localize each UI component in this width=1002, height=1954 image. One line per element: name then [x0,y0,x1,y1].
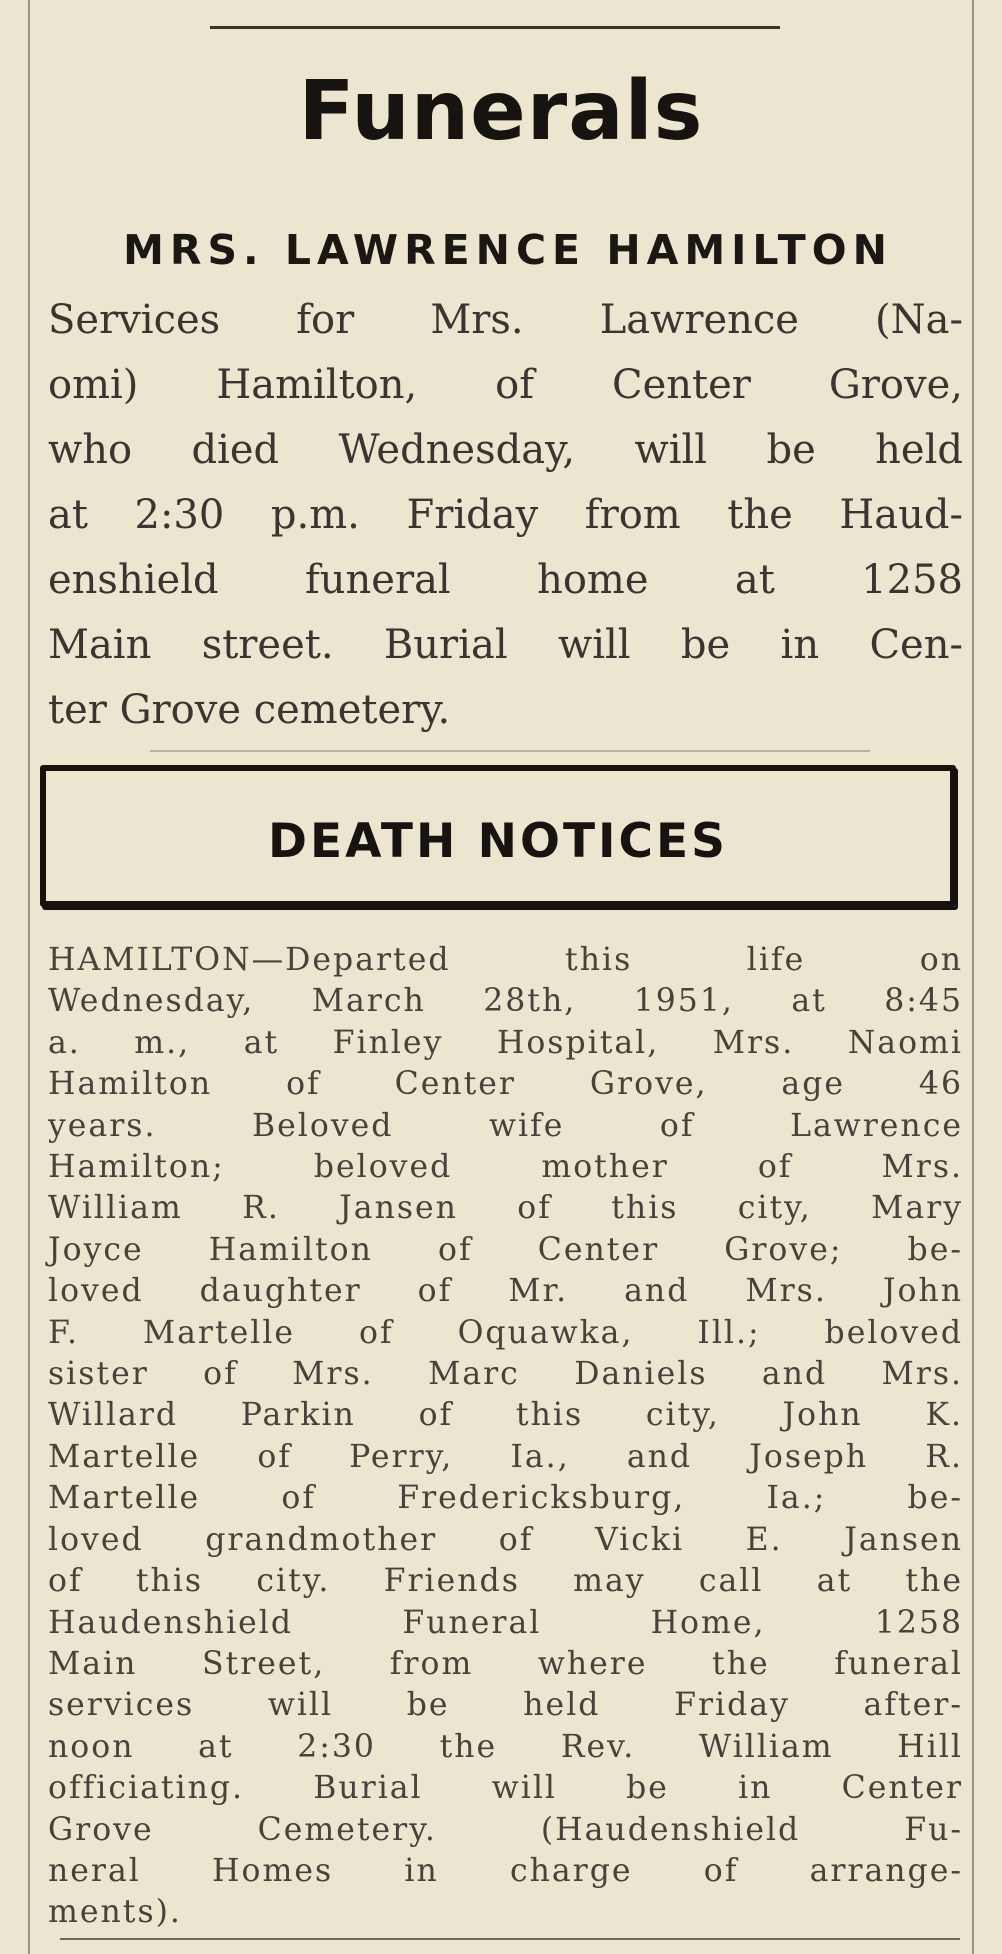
notice-line: officiating. Burial will be in Center [48,1770,963,1807]
notice-line: Willard Parkin of this city, John K. [48,1397,963,1434]
notice-line: Main Street, from where the funeral [48,1645,963,1682]
funeral-line: ter Grove cemetery. [48,687,451,733]
death-notices-title: DEATH NOTICES [268,814,728,869]
column-divider-right [972,0,974,1954]
notice-line: Martelle of Perry, Ia., and Joseph R. [48,1438,963,1475]
death-notice-text [48,940,963,1934]
top-rule [210,26,780,29]
notice-line: Martelle of Fredericksburg, Ia.; be- [48,1480,963,1517]
notice-line: Wednesday, March 28th, 1951, at 8:45 [48,983,963,1020]
notice-line: William R. Jansen of this city, Mary [48,1190,963,1227]
funeral-article [48,288,963,743]
death-notices-banner [40,765,956,907]
notice-line: Haudenshield Funeral Home, 1258 [48,1604,963,1641]
bottom-rule [60,1938,960,1940]
notice-line: Hamilton of Center Grove, age 46 [48,1066,963,1103]
funeral-line: who died Wednesday, will be held [48,427,963,473]
notice-line: of this city. Friends may call at the [48,1563,963,1600]
notice-line: Grove Cemetery. (Haudenshield Fu- [48,1811,963,1848]
notice-line: Hamilton; beloved mother of Mrs. [48,1149,963,1186]
section-title: Funerals [298,64,704,159]
column-divider-left [28,0,30,1954]
notice-line: noon at 2:30 the Rev. William Hill [48,1728,963,1765]
funeral-line: Main street. Burial will be in Cen- [48,622,963,668]
funeral-line: Services for Mrs. Lawrence (Na- [48,297,963,343]
notice-line: sister of Mrs. Marc Daniels and Mrs. [48,1356,963,1393]
notice-line: Joyce Hamilton of Center Grove; be- [48,1231,963,1268]
notice-line: ments). [48,1894,182,1931]
notice-line: a. m., at Finley Hospital, Mrs. Naomi [48,1024,963,1061]
funeral-line: omi) Hamilton, of Center Grove, [48,362,963,408]
notice-line: loved daughter of Mr. and Mrs. John [48,1273,963,1310]
notice-line: services will be held Friday after- [48,1687,963,1724]
notice-line: years. Beloved wife of Lawrence [48,1107,963,1144]
notice-line: HAMILTON—Departed this life on [48,942,963,978]
funeral-name-heading: MRS. LAWRENCE HAMILTON [123,226,893,274]
separator-rule [150,750,870,752]
notice-line: loved grandmother of Vicki E. Jansen [48,1521,963,1558]
funeral-line: enshield funeral home at 1258 [48,557,963,603]
notice-line: F. Martelle of Oquawka, Ill.; beloved [48,1314,963,1351]
funeral-line: at 2:30 p.m. Friday from the Haud- [48,492,963,538]
notice-line: neral Homes in charge of arrange- [48,1852,963,1889]
